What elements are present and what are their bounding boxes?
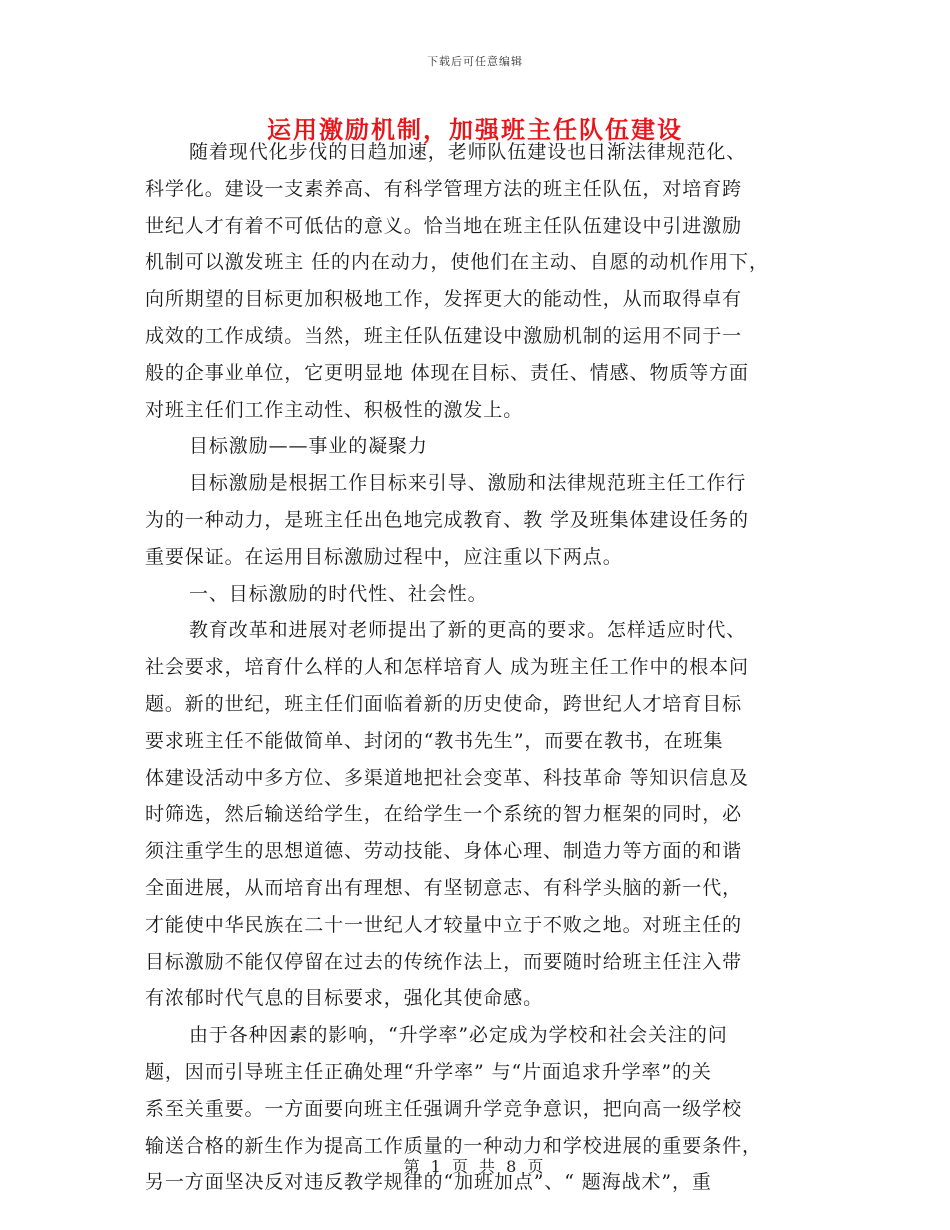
text-line: 题。新的世纪，班主任们面临着新的历史使命，跨世纪人才培育目标: [145, 692, 743, 715]
document-title: 运用激励机制，加强班主任队伍建设: [267, 115, 683, 144]
text-line: 系至关重要。一方面要向班主任强调升学竞争意识，把向高一级学校: [145, 1097, 743, 1120]
text-line: 社会要求，培育什么样的人和怎样培育人 成为班主任工作中的根本问: [145, 656, 749, 679]
page-header-note: 下载后可任意编辑: [427, 55, 523, 68]
text-line: 输送合格的新生作为提高工作质量的一种动力和学校进展的重要条件，: [145, 1134, 762, 1157]
text-line: 向所期望的目标更加积极地工作，发挥更大的能动性，从而取得卓有: [145, 288, 743, 311]
text-line: 题，因而引导班主任正确处理“升学率” 与“片面追求升学率”的关: [145, 1060, 712, 1083]
text-line: 须注重学生的思想道德、劳动技能、身体心理、制造力等方面的和谐: [145, 840, 743, 863]
text-line: 随着现代化步伐的日趋加速，老师队伍建设也日渐法律规范化、: [189, 141, 747, 163]
text-line: 一、目标激励的时代性、社会性。: [189, 582, 488, 605]
text-line: 有浓郁时代气息的目标要求，强化其使命感。: [145, 987, 544, 1010]
text-line: 由于各种因素的影响，“升学率”必定成为学校和社会关注的问: [189, 1024, 728, 1047]
page-footer-pagination: 第 1 页 共 8 页: [403, 1157, 547, 1176]
text-line: 体建设活动中多方位、多渠道地把社会变革、科技革命 等知识信息及: [145, 766, 749, 789]
text-line: 重要保证。在运用目标激励过程中，应注重以下两点。: [145, 545, 623, 568]
text-line: 目标激励是根据工作目标来引导、激励和法律规范班主任工作行: [189, 472, 747, 495]
text-line: 另一方面坚决反对违反教学规律的“加班加点”、“ 题海战术”，重: [145, 1171, 712, 1194]
text-line: 为的一种动力，是班主任出色地完成教育、教 学及班集体建设任务的: [145, 508, 749, 531]
text-line: 全面进展，从而培育出有理想、有坚韧意志、有科学头脑的新一代，: [145, 876, 743, 899]
text-line: 时筛选，然后输送给学生，在给学生一个系统的智力框架的同时，必: [145, 803, 743, 826]
text-line: 世纪人才有着不可低估的意义。恰当地在班主任队伍建设中引进激励: [145, 214, 743, 237]
text-line: 机制可以激发班主 任的内在动力，使他们在主动、自愿的动机作用下，: [145, 251, 769, 274]
text-line: 要求班主任不能做简单、封闭的“教书先生”，而要在教书，在班集: [145, 729, 724, 752]
text-line: 成效的工作成绩。当然，班主任队伍建设中激励机制的运用不同于一: [145, 324, 743, 347]
text-line: 目标激励——事业的凝聚力: [189, 435, 428, 458]
text-line: 目标激励不能仅停留在过去的传统作法上，而要随时给班主任注入带: [145, 950, 743, 973]
document-body: [145, 134, 810, 1201]
text-line: 般的企事业单位，它更明显地 体现在目标、责任、情感、物质等方面: [145, 361, 749, 384]
text-line: 才能使中华民族在二十一世纪人才较量中立于不败之地。对班主任的: [145, 913, 743, 936]
text-line: 教育改革和进展对老师提出了新的更高的要求。怎样适应时代、: [189, 619, 747, 642]
text-line: 科学化。建设一支素养高、有科学管理方法的班主任队伍，对培育跨: [145, 177, 743, 200]
text-line: 对班主任们工作主动性、积极性的激发上。: [145, 398, 524, 421]
